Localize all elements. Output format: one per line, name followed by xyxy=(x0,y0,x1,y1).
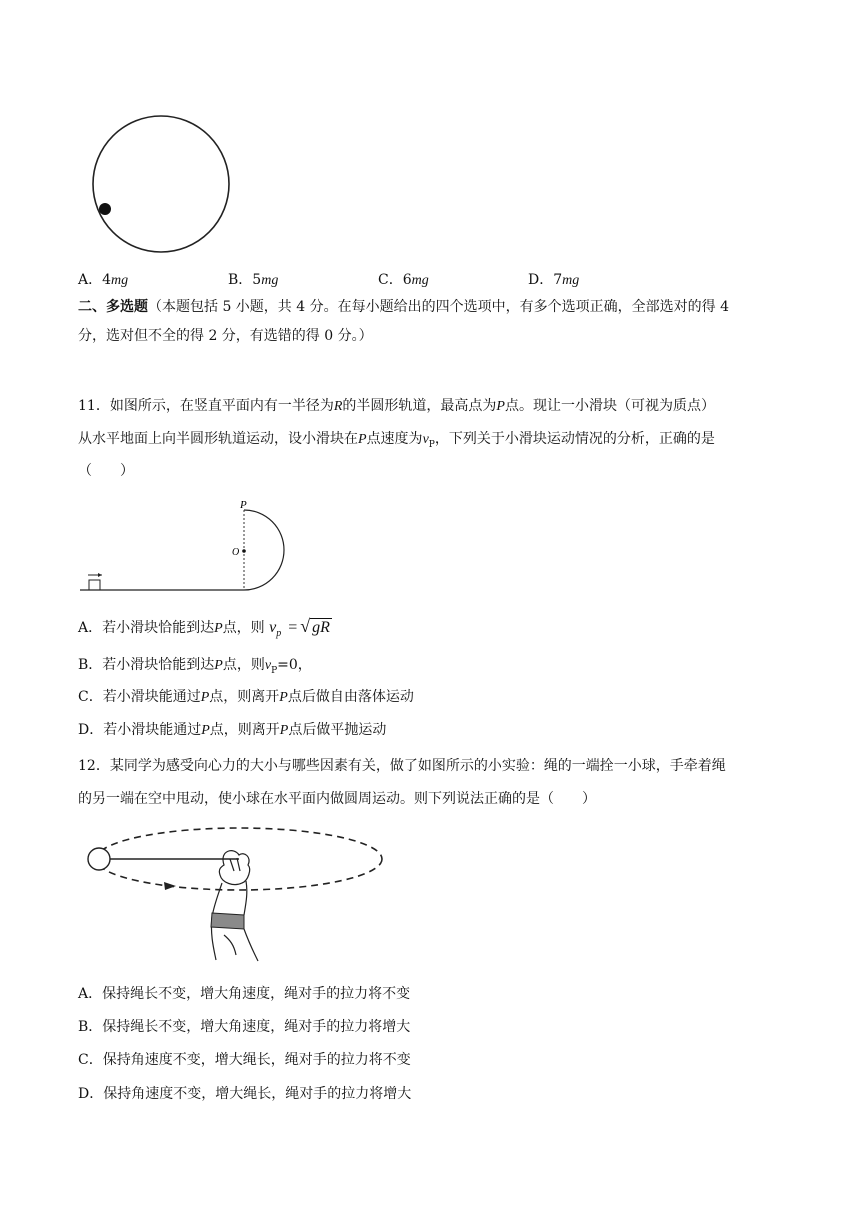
q11-stem-line1: 11．如图所示，在竖直平面内有一半径为R的半圆形轨道，最高点为P点。现让一小滑块（可视为质点） xyxy=(78,398,715,414)
q10-option-d: D．7mg xyxy=(528,272,580,288)
ball xyxy=(88,848,110,870)
q11-option-b: B．若小滑块恰能到达P点，则$v_P=0$， xyxy=(78,657,312,676)
section2-desc: （本题包括 5 小题，共 4 分。在每小题给出的四个选项中，有多个选项正确，全部选对的得 4 xyxy=(148,299,729,315)
q11-stem-line2: 从水平地面上向半圆形轨道运动，设小滑块在P点速度为$v_P$，下列关于小滑块运动情况的分析，正确的是 xyxy=(78,431,715,450)
q11-option-c: C．若小滑块能通过P点，则离开P点后做自由落体运动 xyxy=(78,689,414,705)
sqrt-radicand: gR xyxy=(312,619,330,636)
semicircle-track-figure xyxy=(80,495,300,595)
label-o: O xyxy=(232,547,240,558)
q10-option-b: B．5mg xyxy=(228,272,279,288)
center-point xyxy=(242,549,246,553)
q12-stem-line1: 12．某同学为感受向心力的大小与哪些因素有关，做了如图所示的小实验：绳的一端拴一小球，手牵着绳 xyxy=(78,758,726,774)
q10-option-a: A．4mg xyxy=(78,272,129,288)
q12-option-d: D．保持角速度不变，增大绳长，绳对手的拉力将增大 xyxy=(78,1086,412,1102)
q12-option-a: A．保持绳长不变，增大角速度，绳对手的拉力将不变 xyxy=(78,986,411,1002)
q11-option-d: D．若小滑块能通过P点，则离开P点后做平抛运动 xyxy=(78,722,387,738)
rope-ball-figure xyxy=(84,825,394,965)
q12-option-b: B．保持绳长不变，增大角速度，绳对手的拉力将增大 xyxy=(78,1019,411,1035)
velocity-arrow-head xyxy=(98,573,102,577)
slider-block xyxy=(89,580,100,590)
semicircle-track xyxy=(244,510,284,590)
q12-option-c: C．保持角速度不变，增大绳长，绳对手的拉力将不变 xyxy=(78,1052,411,1068)
q12-stem-line2: 的另一端在空中甩动，使小球在水平面内做圆周运动。则下列说法正确的是（ ） xyxy=(78,791,596,807)
label-p: P xyxy=(240,499,247,511)
orbit-arrow-head xyxy=(164,882,176,890)
hand-icon xyxy=(211,851,258,961)
circular-track xyxy=(93,116,229,252)
q11-option-a: A．若小滑块恰能到达P点，则 $v_p$ = √ gR xyxy=(78,616,330,640)
section2-line1 xyxy=(78,297,729,317)
wrist-band xyxy=(211,913,244,929)
circle-track-figure xyxy=(90,113,235,258)
ball xyxy=(99,203,111,215)
section2-line2: 分，选对但不全的得 2 分，有选错的得 0 分。） xyxy=(78,328,373,344)
q10-option-c: C．6mg xyxy=(378,272,429,288)
section2-heading: 二、多选题 xyxy=(78,299,148,315)
sqrt-icon: √ xyxy=(300,616,311,636)
q11-stem-line3: （ ） xyxy=(78,463,134,479)
